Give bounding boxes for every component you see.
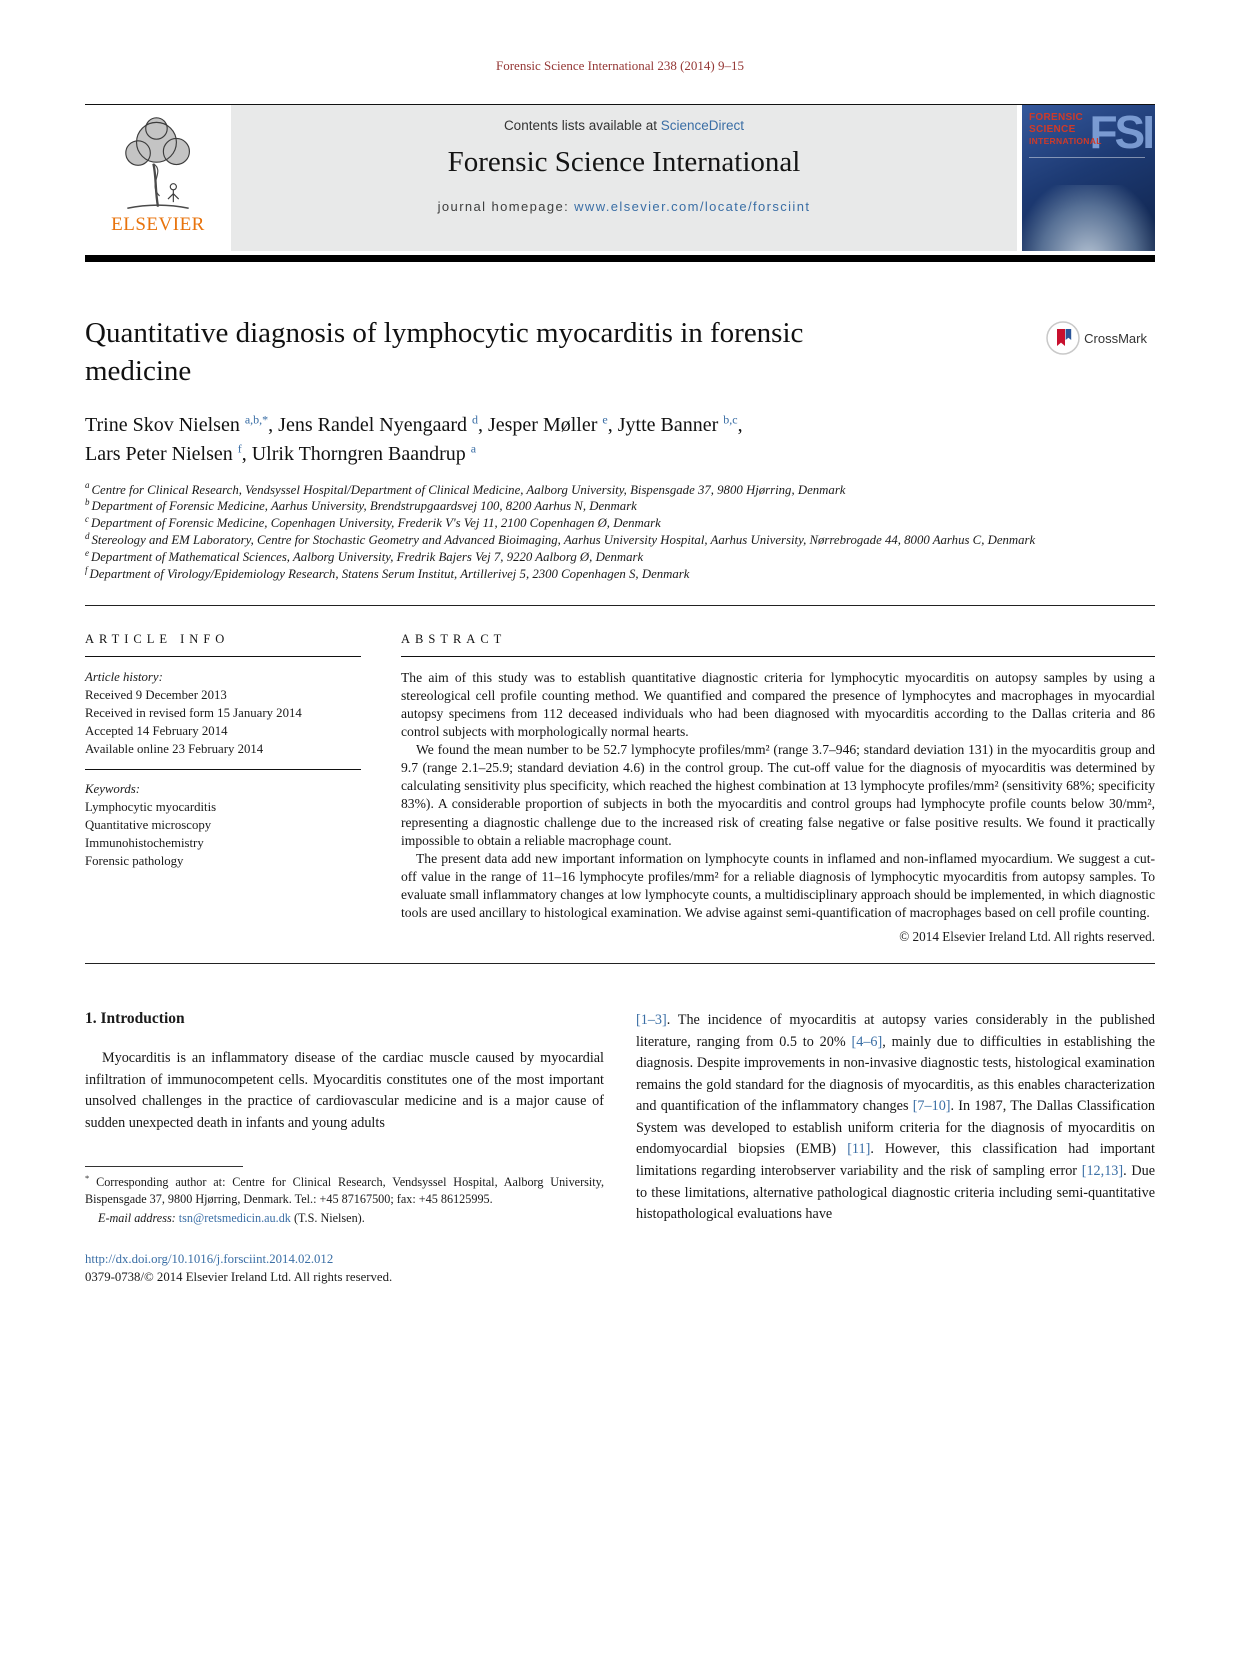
copyright-line: © 2014 Elsevier Ireland Ltd. All rights reserved. <box>899 928 1155 944</box>
history-item: Received 9 December 2013 <box>85 687 227 702</box>
divider-rule <box>85 605 1155 606</box>
text-segment: , Jesper Møller <box>477 413 603 436</box>
body-columns <box>85 1010 1155 1226</box>
crossmark-button[interactable] <box>1045 320 1147 356</box>
heading-rule <box>401 656 1155 657</box>
section-heading-introduction: 1. Introduction <box>85 1009 185 1027</box>
email-line <box>85 1211 604 1226</box>
cover-title-line: FORENSIC <box>1029 112 1084 123</box>
affiliation-item <box>85 549 1155 566</box>
banner-journal-title: Forensic Science International <box>447 146 801 178</box>
link-segment[interactable]: d <box>471 411 478 426</box>
affiliation-text: Department of Forensic Medicine, Aarhus University, Brendstrupgaardsvej 100, 8200 Aarhus N, Denmark <box>91 499 637 514</box>
affiliation-sup: e <box>85 547 89 558</box>
text-segment: , Jytte Banner <box>607 413 724 436</box>
cover-fsi-letters: FSI <box>1089 106 1152 158</box>
affiliation-item <box>85 566 1155 583</box>
text-segment: . In 1987, The Dallas Classification System was developed to establish uniform criteria for the diagnosis of myocarditis on endomyocardial biopsies (EMB) <box>636 1098 1156 1158</box>
affiliation-text: Centre for Clinical Research, Vendsyssel Hospital/Department of Clinical Medicine, Aalborg University, Bispensgade 37, 9800 Hjørring, Denmark <box>91 482 846 497</box>
abstract-paragraph: The aim of this study was to establish quantitative diagnostic criteria for lymphocytic myocarditis on autopsy samples by using a stereological cell profile counting method. We quantified and compared the presence of lymphocytes and macrophages in myocardial autopsy specimens from 112 deceased individuals who had been diagnosed with myocarditis according to the Dallas criteria and 86 control subjects with morphologically normal hearts. <box>401 669 1155 740</box>
authors-line-1 <box>85 411 1155 440</box>
text-segment: * <box>85 1173 90 1184</box>
text-segment: . Due to these limitations, alternative pathological diagnostic criteria including semi-quantitative histopathological evaluations have <box>636 1163 1155 1223</box>
elsevier-logo <box>85 105 231 251</box>
corresponding-author-note <box>85 1174 604 1209</box>
text-segment: Trine Skov Nielsen <box>85 413 245 436</box>
keywords-block <box>85 781 361 871</box>
abstract-text <box>401 669 1155 922</box>
doi-link[interactable]: http://dx.doi.org/10.1016/j.forsciint.2014.02.012 <box>85 1251 334 1266</box>
link-segment[interactable]: a,b,* <box>244 411 269 426</box>
affiliation-text: Stereology and EM Laboratory, Centre for Stochastic Geometry and Advanced Bioimaging, Aarhus University Hospital, Aarhus University, Nørrebrogade 44, 8000 Aarhus C, Denmark <box>91 533 1036 548</box>
crossmark-label: CrossMark <box>1084 330 1147 346</box>
intro-paragraph-right <box>636 1010 1155 1226</box>
section-rule <box>85 769 361 770</box>
abstract-column <box>401 632 1155 945</box>
homepage-link[interactable]: www.elsevier.com/locate/forsciint <box>574 199 811 214</box>
affiliation-text: Department of Virology/Epidemiology Research, Statens Serum Institut, Artillerivej 5, 2300 Copenhagen S, Denmark <box>89 566 690 581</box>
elsevier-wordmark: ELSEVIER <box>111 214 205 235</box>
banner-center <box>231 105 1017 251</box>
affiliation-text: Department of Mathematical Sciences, Aalborg University, Fredrik Bajers Vej 7, 9220 Aalborg Ø, Denmark <box>91 550 644 565</box>
body-column-right <box>636 1010 1155 1226</box>
sciencedirect-link[interactable]: ScienceDirect <box>660 118 745 133</box>
author-list <box>85 411 1155 469</box>
link-segment[interactable]: tsn@retsmedicin.au.dk <box>178 1210 291 1225</box>
title-row <box>85 314 1155 391</box>
text-segment: E-mail address: <box>98 1210 179 1225</box>
contents-prefix: Contents lists available at <box>503 118 661 133</box>
info-abstract-section <box>85 632 1155 945</box>
elsevier-tree-icon <box>112 113 204 213</box>
cover-title-line: SCIENCE <box>1029 124 1076 135</box>
intro-paragraph-left: Myocarditis is an inflammatory disease of the cardiac muscle caused by myocardial infiltration of immunocompetent cells. Myocarditis constitutes one of the most important unsolved challenges in the practice of cardiovascular medicine and is a major cause of sudden unexpected death in infants and young adults <box>85 1049 604 1131</box>
cover-artwork <box>1022 185 1155 251</box>
link-segment[interactable]: f <box>237 440 242 455</box>
article-history <box>85 669 361 759</box>
link-segment[interactable]: [7–10] <box>912 1098 951 1115</box>
abstract-paragraph: The present data add new important information on lymphocyte counts in inflamed and non-inflamed myocardium. We suggest a cut-off value in the range of 11–16 lymphocyte profiles/mm² for a reliable diagnosis of lymphocytic myocarditis from autopsy samples. To evaluate small inflammatory changes at low lymphocyte counts, a multidisciplinary approach should be implemented, in which diagnostic tools are used ancillary to histological examination. We advise against semi-quantification of macrophages based on cell profile counting. <box>401 850 1155 920</box>
link-segment[interactable]: [4–6] <box>851 1033 883 1050</box>
link-segment[interactable]: [11] <box>847 1141 871 1158</box>
affiliation-sup: a <box>85 480 90 491</box>
text-segment: . However, this classification had important limitations regarding interobserver variability and the risk of sampling error <box>636 1141 1155 1180</box>
affiliation-sup: b <box>85 497 90 508</box>
cover-title-line: INTERNATIONAL <box>1029 136 1102 146</box>
bottom-block <box>85 1252 1155 1285</box>
affiliation-item <box>85 515 1155 532</box>
link-segment[interactable]: e <box>602 411 608 426</box>
cover-title <box>1029 112 1102 146</box>
text-segment: (T.S. Nielsen). <box>290 1210 365 1225</box>
keywords-label: Keywords: <box>85 782 140 797</box>
banner-divider-bar <box>85 255 1155 262</box>
link-segment[interactable]: [12,13] <box>1081 1163 1124 1180</box>
history-item: Accepted 14 February 2014 <box>85 723 228 738</box>
keyword-item: Quantitative microscopy <box>85 818 212 833</box>
text-segment: , mainly due to difficulties in establishing the diagnosis. Despite improvements in non-invasive diagnostic tests, histological examination remains the gold standard for the diagnosis of myocarditis, as this enables characterization and quantification of the inflammatory changes <box>636 1033 1155 1115</box>
link-segment[interactable]: [1–3] <box>636 1011 667 1028</box>
issn-copyright-line: 0379-0738/© 2014 Elsevier Ireland Ltd. All rights reserved. <box>85 1269 393 1284</box>
authors-line-2 <box>85 440 1155 469</box>
abstract-heading: ABSTRACT <box>401 631 507 646</box>
affiliations <box>85 482 1155 583</box>
affiliation-item <box>85 498 1155 515</box>
journal-banner <box>85 104 1155 251</box>
link-segment[interactable]: b,c <box>723 411 738 426</box>
body-column-left <box>85 1010 604 1226</box>
divider-rule <box>85 963 1155 964</box>
heading-rule <box>85 656 361 657</box>
affiliation-item <box>85 532 1155 549</box>
affiliation-item <box>85 482 1155 499</box>
text-segment: Lars Peter Nielsen <box>85 442 238 465</box>
affiliation-sup: c <box>85 514 89 525</box>
journal-cover-thumbnail <box>1022 105 1155 251</box>
affiliation-sup: f <box>85 564 88 575</box>
footnote-rule <box>85 1166 243 1167</box>
history-item: Available online 23 February 2014 <box>85 741 264 756</box>
keyword-item: Immunohistochemistry <box>85 836 204 851</box>
keyword-item: Forensic pathology <box>85 854 184 869</box>
link-segment[interactable]: a <box>470 440 477 455</box>
text-segment: Corresponding author at: Centre for Clinical Research, Vendsyssel Hospital, Aalborg University, Bispensgade 37, 9800 Hjørring, Denmark. Tel.: +45 87167500; fax: +45 86125995. <box>85 1175 604 1207</box>
homepage-label: journal homepage: <box>437 199 575 214</box>
homepage-line <box>231 199 1017 214</box>
keyword-item: Lymphocytic myocarditis <box>85 800 217 815</box>
crossmark-icon <box>1045 320 1081 356</box>
contents-line <box>231 118 1017 133</box>
abstract-paragraph: We found the mean number to be 52.7 lymphocyte profiles/mm² (range 3.7–946; standard deviation 131) in the myocarditis group and 9.7 (range 2.1–25.9; standard deviation 4.6) in the control group. The cut-off value for the diagnosis of myocarditis was determined by calculating sensitivity plus specificity, which reached the highest combination at 13 lymphocyte profiles/mm² (sensitivity 68%; specificity 83%). A considerable proportion of subjects in both the myocarditis and control groups had lymphocyte profile counts below 30/mm², representing a diagnostic challenge due to the increased risk of creating false negative or false positive results. We found it practically impossible to obtain a reliable macrophage count. <box>401 742 1155 848</box>
article-title: Quantitative diagnosis of lymphocytic myocarditis in forensic medicine <box>85 317 804 388</box>
footnote-block <box>85 1136 604 1226</box>
text-segment: . The incidence of myocarditis at autopsy varies considerably in the published literature, ranging from 0.5 to 20% <box>636 1011 1155 1050</box>
text-segment: , <box>737 413 743 436</box>
history-item: Received in revised form 15 January 2014 <box>85 705 302 720</box>
affiliation-sup: d <box>85 530 90 541</box>
journal-reference: Forensic Science International 238 (2014) 9–15 <box>495 58 744 73</box>
text-segment: , Jens Randel Nyengaard <box>268 413 472 436</box>
text-segment: , Ulrik Thorngren Baandrup <box>241 442 471 465</box>
affiliation-text: Department of Forensic Medicine, Copenhagen University, Frederik V's Vej 11, 2100 Copenhagen Ø, Denmark <box>91 516 661 531</box>
article-history-label: Article history: <box>85 669 163 684</box>
article-info-heading: ARTICLE INFO <box>85 631 230 646</box>
article-info-column <box>85 632 361 945</box>
